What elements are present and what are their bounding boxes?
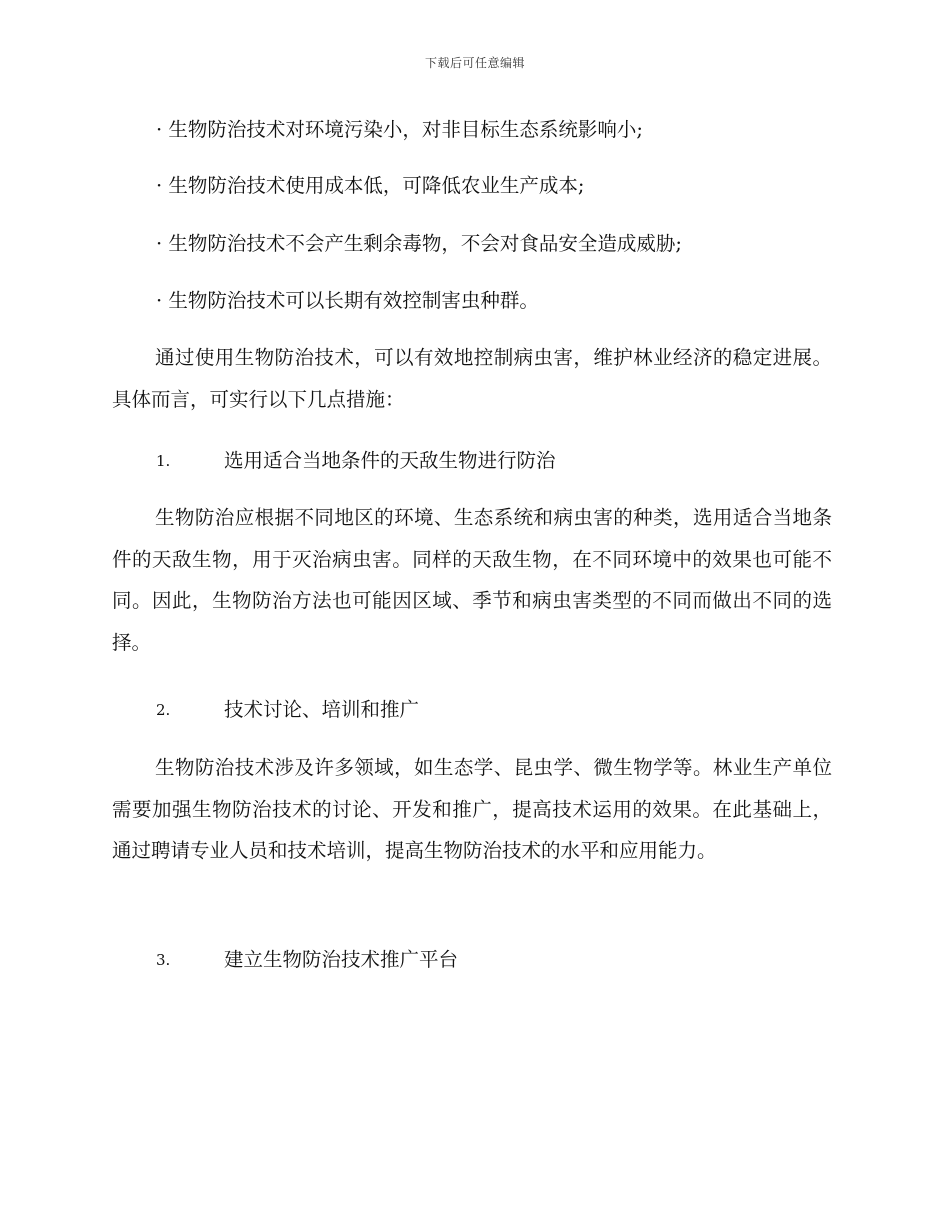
bullet-item: · 生物防治技术对环境污染小，对非目标生态系统影响小; (156, 118, 643, 141)
numbered-item (156, 946, 458, 974)
numbered-item (156, 447, 556, 475)
item-title: 选用适合当地条件的天敌生物进行防治 (224, 449, 556, 472)
numbered-item (156, 696, 419, 724)
body-paragraph: 生物防治技术涉及许多领域，如生态学、昆虫学、微生物学等。林业生产单位需要加强生物防治技术的讨论、开发和推广，提高技术运用的效果。在此基础上，通过聘请专业人员和技术培训，提高生物防治技术的水平和应用能力。 (112, 756, 832, 862)
item-number: 2. (156, 701, 171, 719)
bullet-item: · 生物防治技术不会产生剩余毒物，不会对食品安全造成威胁; (156, 232, 682, 255)
bullet-item: · 生物防治技术可以长期有效控制害虫种群。 (156, 289, 539, 312)
item-number: 3. (156, 951, 171, 969)
bullet-item: · 生物防治技术使用成本低，可降低农业生产成本; (156, 174, 585, 197)
body-paragraph: 生物防治应根据不同地区的环境、生态系统和病虫害的种类，选用适合当地条件的天敌生物，用于灭治病虫害。同样的天敌生物，在不同环境中的效果也可能不同。因此，生物防治方法也可能因区域、季节和病虫害类型的不同而做出不同的选择。 (112, 506, 832, 654)
page-header: 下载后可任意编辑 (424, 56, 525, 70)
item-number: 1. (156, 452, 171, 470)
item-title: 建立生物防治技术推广平台 (224, 948, 459, 971)
intro-paragraph: 通过使用生物防治技术，可以有效地控制病虫害，维护林业经济的稳定进展。具体而言，可实行以下几点措施： (112, 346, 832, 411)
item-title: 技术讨论、培训和推广 (224, 698, 420, 721)
